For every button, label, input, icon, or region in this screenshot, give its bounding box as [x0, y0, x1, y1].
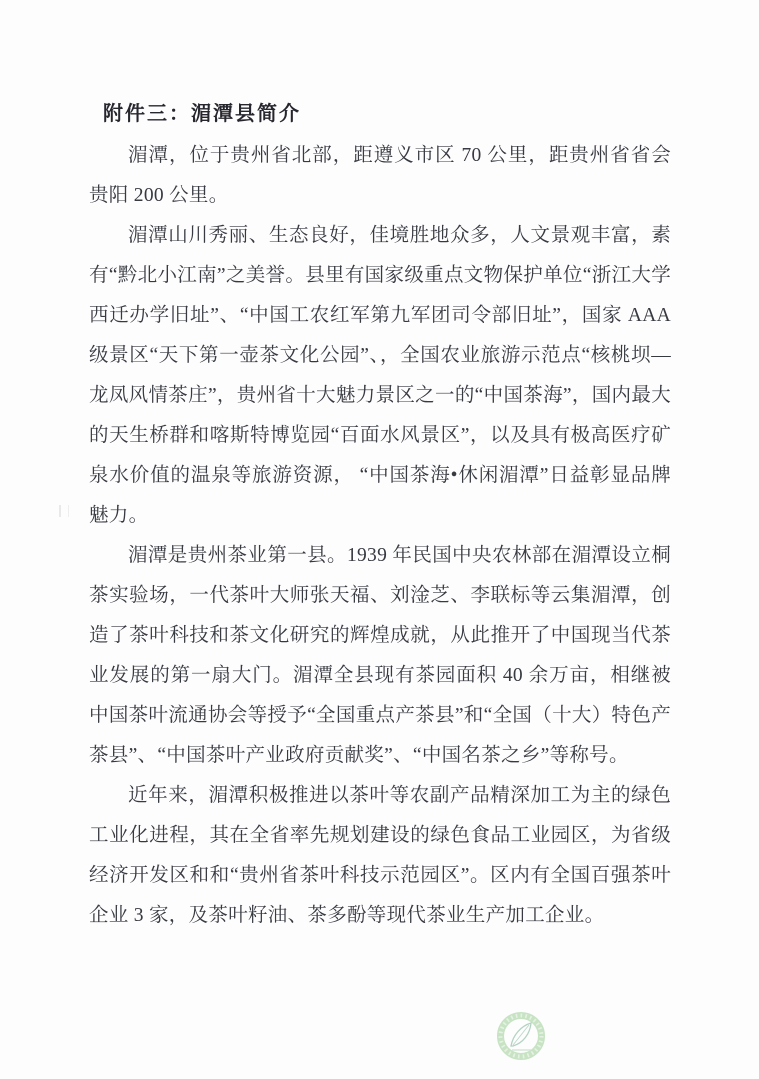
document-body: [89, 96, 671, 936]
paragraph-location: 湄潭，位于贵州省北部，距遵义市区 70 公里，距贵州省省会贵阳 200 公里。: [89, 145, 671, 206]
paragraph-scenery: 湄潭山川秀丽、生态良好，佳境胜地众多，人文景观丰富，素有“黔北小江南”之美誉。县里有国家级重点文物保护单位“浙江大学西迁办学旧址”、“中国工农红军第九军团司令部旧址”，国家 AAA 级景区“天下第一壶茶文化公园”、，全国农业旅游示范点“核桃坝—龙凤风情茶庄”，贵州省十大魅力景区之一的“中国茶海”，国内最大的天生桥群和喀斯特博览园“百面水风景区”，以及具有极高医疗矿泉水价值的温泉等旅游资源， “中国茶海•休闲湄潭”日益彰显品牌魅力。: [89, 225, 671, 526]
paragraph-tea-history: 湄潭是贵州茶业第一县。1939 年民国中央农林部在湄潭设立桐茶实验场，一代茶叶大师张天福、刘淦芝、李联标等云集湄潭，创造了茶叶科技和茶文化研究的辉煌成就，从此推开了中国现当代茶业发展的第一扇大门。湄潭全县现有茶园面积 40 余万亩，相继被中国茶叶流通协会等授予“全国重点产茶县”和“全国（十大）特色产茶县”、“中国茶叶产业政府贡献奖”、“中国名茶之乡”等称号。: [89, 545, 671, 766]
leaf-seal-watermark: [494, 1009, 548, 1063]
paragraph-industry: 近年来，湄潭积极推进以茶叶等农副产品精深加工为主的绿色工业化进程，其在全省率先规划建设的绿色食品工业园区，为省级经济开发区和和“贵州省茶叶科技示范园区”。区内有全国百强茶叶企业 3 家，及茶叶籽油、茶多酚等现代茶业生产加工企业。: [89, 785, 671, 926]
scan-artifact: [59, 505, 69, 517]
document-title: 附件三：湄潭县简介: [103, 103, 301, 125]
